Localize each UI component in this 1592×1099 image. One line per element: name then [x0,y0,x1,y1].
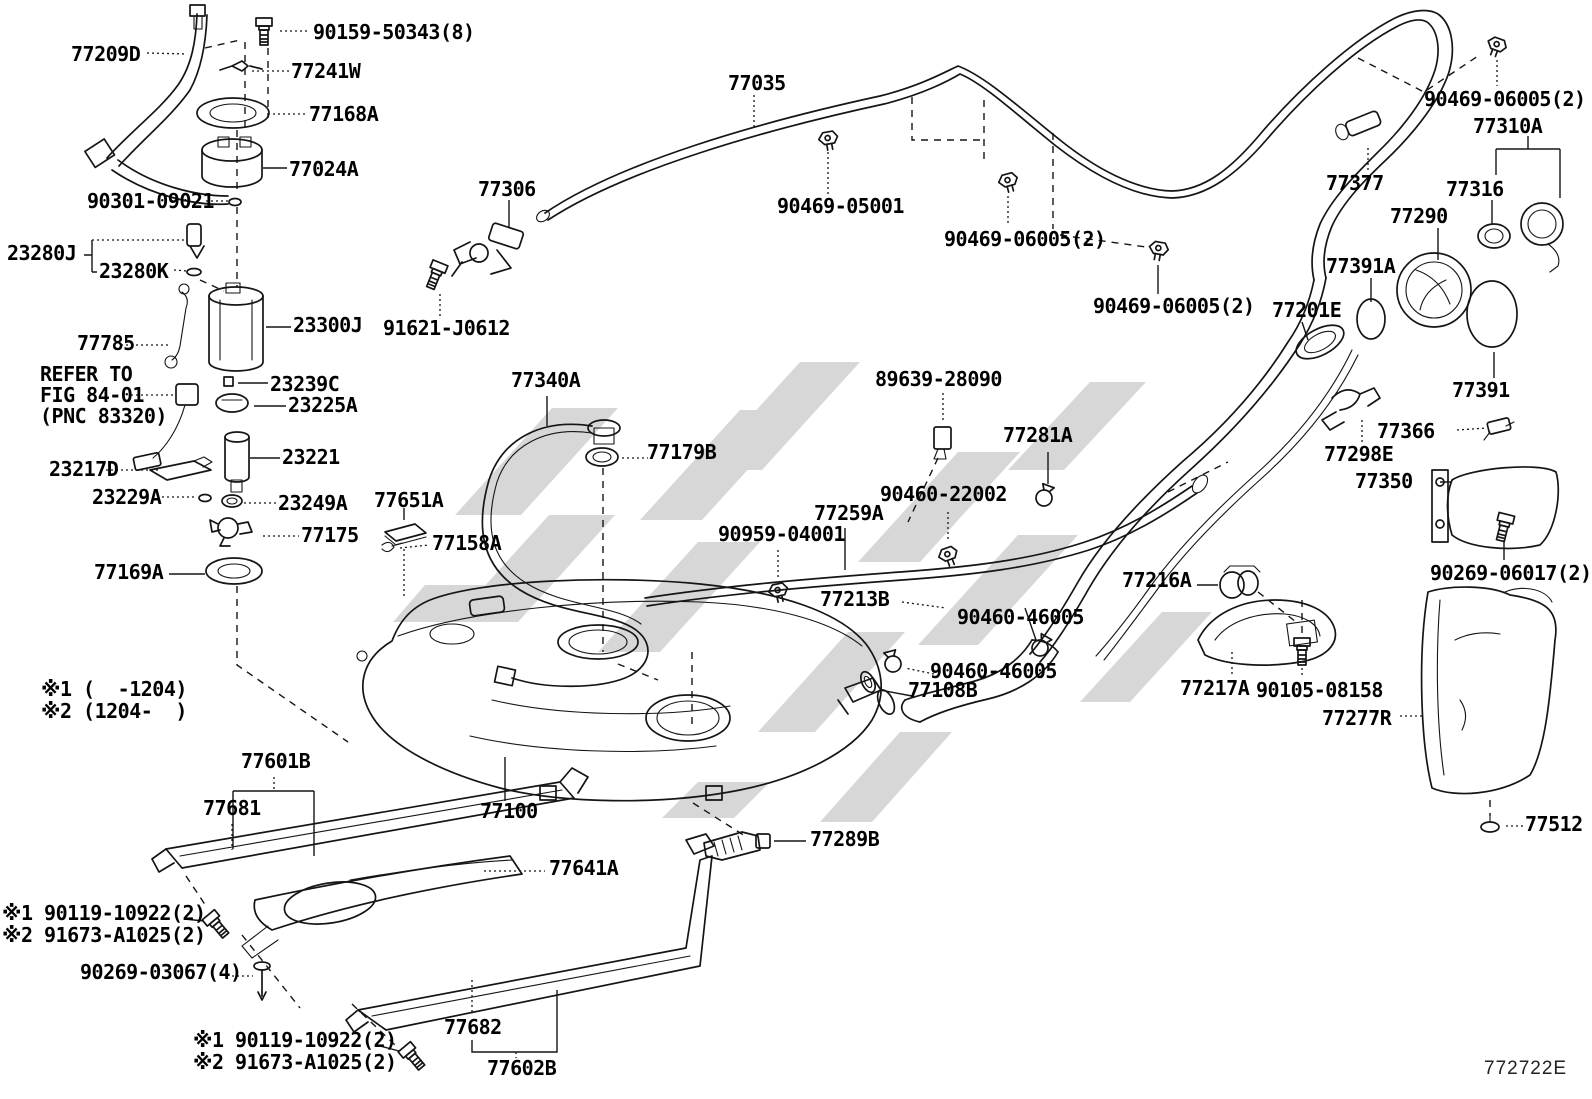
part-label-77259a: 77259A [814,501,884,525]
part-label-23300j: 23300J [293,313,363,337]
part-label-91621-j0612: 91621-J0612 [383,316,510,340]
part-label-77175: 77175 [301,523,359,547]
part-label-90959-04001: 90959-04001 [718,522,845,546]
part-label-23217d: 23217D [49,457,119,481]
part-label-23249a: 23249A [278,491,348,515]
part-label-90469-06005-a: 90469-06005(2) [944,227,1106,251]
part-label-77641a: 77641A [549,856,619,880]
part-label-refer-1: REFER TO [40,362,133,386]
part-label-77216a: 77216A [1122,568,1192,592]
part-label-77290: 77290 [1390,204,1448,228]
part-label-77651a: 77651A [374,488,444,512]
part-label-77169a: 77169A [94,560,164,584]
part-label-77310a: 77310A [1473,114,1543,138]
part-label-figure-code: 772722E [1484,1058,1568,1079]
part-label-77602b: 77602B [487,1056,557,1080]
part-label-90460-46005-b: 90460-46005 [930,659,1057,683]
part-label-77350: 77350 [1355,469,1413,493]
part-label-77168a: 77168A [309,102,379,126]
part-label-90105-08158: 90105-08158 [1256,678,1383,702]
part-label-77100: 77100 [480,799,538,823]
part-label-23221: 23221 [282,445,340,469]
part-label-90460-46005-a: 90460-46005 [957,605,1084,629]
part-label-77682: 77682 [444,1015,502,1039]
part-label-90469-05001: 90469-05001 [777,194,904,218]
part-label-refer-3: (PNC 83320) [40,404,167,428]
part-label-note-bolt-a2: ※2 91673-A1025(2) [2,923,206,947]
part-label-77316: 77316 [1446,177,1504,201]
part-label-23280k: 23280K [99,259,169,283]
part-label-90269-03067-4: 90269-03067(4) [80,960,242,984]
part-label-note-bolt-a1: ※1 90119-10922(2) [2,901,206,925]
part-label-77391: 77391 [1452,378,1510,402]
part-label-77306: 77306 [478,177,536,201]
part-label-90269-06017-2: 90269-06017(2) [1430,561,1592,585]
part-label-23239c: 23239C [270,372,340,396]
part-label-77241w: 77241W [291,59,361,83]
part-label-77281a: 77281A [1003,423,1073,447]
part-label-90469-06005-b: 90469-06005(2) [1093,294,1255,318]
part-label-77277r: 77277R [1322,706,1392,730]
part-label-90301-09021: 90301-09021 [87,189,214,213]
part-label-90469-06005-c: 90469-06005(2) [1424,87,1586,111]
part-label-77601b: 77601B [241,749,311,773]
part-label-23280j: 23280J [7,241,77,265]
part-label-note-1204a: ※1 ( -1204) [41,677,187,701]
part-label-77289b: 77289B [810,827,880,851]
part-label-77179b: 77179B [647,440,717,464]
part-label-77035: 77035 [728,71,786,95]
part-label-77217a: 77217A [1180,676,1250,700]
part-label-77366: 77366 [1377,419,1435,443]
part-label-77108b: 77108B [908,678,978,702]
part-label-23229a: 23229A [92,485,162,509]
part-label-90159-50343-8: 90159-50343(8) [313,20,475,44]
part-label-note-bolt-b2: ※2 91673-A1025(2) [193,1050,397,1074]
part-label-77201e: 77201E [1272,298,1342,322]
part-label-77391a: 77391A [1326,254,1396,278]
part-label-refer-2: FIG 84-01 [40,383,144,407]
part-label-77785: 77785 [77,331,135,355]
part-label-77681: 77681 [203,796,261,820]
part-label-77377: 77377 [1326,171,1384,195]
part-label-77512: 77512 [1525,812,1583,836]
part-label-23225a: 23225A [288,393,358,417]
part-label-note-bolt-b1: ※1 90119-10922(2) [193,1028,397,1052]
part-label-77298e: 77298E [1324,442,1394,466]
part-label-77158a: 77158A [432,531,502,555]
part-label-77024a: 77024A [289,157,359,181]
part-label-77213b: 77213B [820,587,890,611]
part-label-89639-28090: 89639-28090 [875,367,1002,391]
part-label-77209d: 77209D [71,42,141,66]
part-label-77340a: 77340A [511,368,581,392]
part-label-note-1204b: ※2 (1204- ) [41,699,187,723]
part-label-90460-22002: 90460-22002 [880,482,1007,506]
